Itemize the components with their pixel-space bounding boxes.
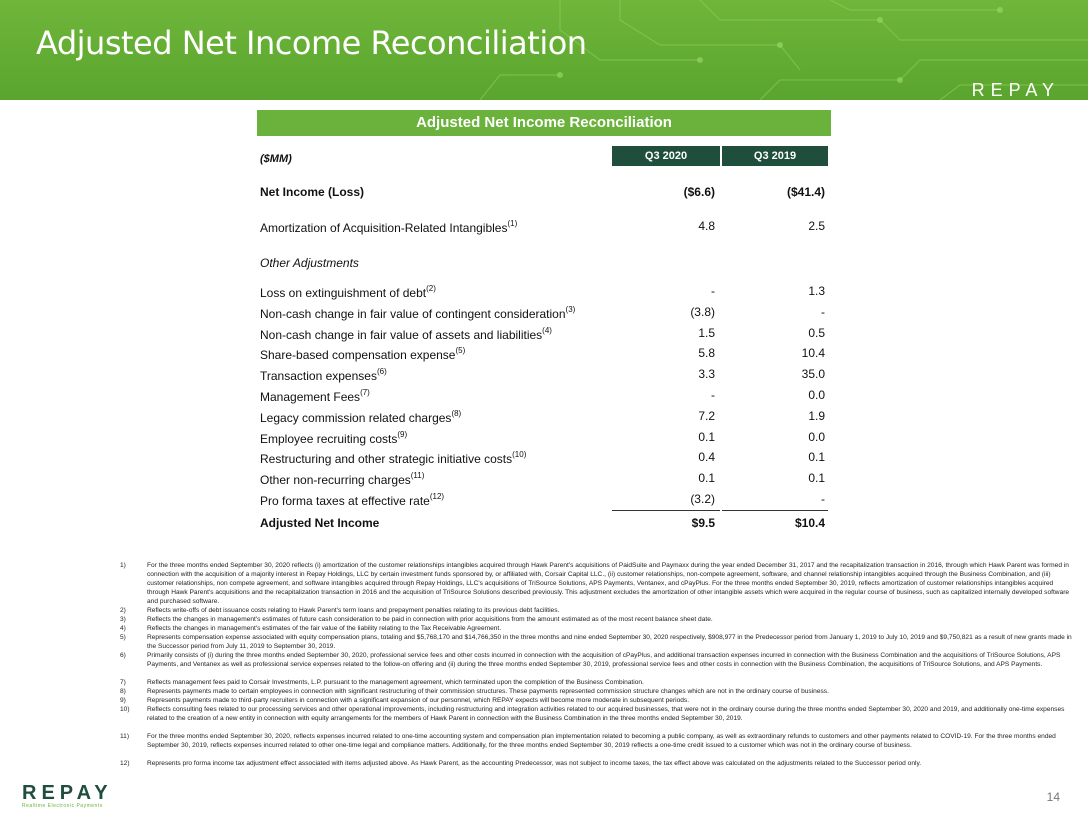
value-q3-2020: - [711, 284, 715, 298]
footnote-number: 8) [120, 688, 126, 695]
footnote-number: 12) [120, 760, 130, 767]
page-number: 14 [1046, 790, 1060, 804]
row-label-text: Amortization of Acquisition-Related Intangibles [260, 221, 508, 235]
footnote-number: 9) [120, 697, 126, 704]
adjustment-row [260, 492, 830, 508]
adjustment-row [260, 346, 830, 362]
value-q3-2020: 0.1 [698, 471, 715, 486]
repay-logo-top: REPAY [971, 80, 1060, 100]
row-label-text: Transaction expenses [260, 369, 377, 384]
row-label-text: Pro forma taxes at effective rate [260, 494, 430, 508]
footnote-number: 1) [120, 562, 126, 569]
row-label-text: Management Fees [260, 390, 361, 404]
footnote-ref: (6) [376, 367, 387, 377]
subtotal-line-q3-2020 [612, 510, 720, 511]
footnote-ref: (11) [410, 471, 425, 481]
adjustment-row [260, 471, 830, 487]
row-label: Other Adjustments [260, 256, 359, 270]
value-q3-2019: - [821, 304, 825, 319]
row-label-text: Restructuring and other strategic initiative costs [260, 452, 513, 467]
adjustment-row [260, 409, 830, 425]
value-q3-2019: 0.5 [808, 325, 825, 340]
footnote-ref: (9) [397, 429, 408, 439]
value-q3-2020: 0.4 [698, 450, 715, 465]
footnote-ref: (3) [565, 304, 576, 314]
row-label [260, 219, 517, 235]
footnote-number: 11) [120, 733, 130, 740]
footnote-ref: (8) [451, 408, 462, 418]
row-label [260, 326, 552, 342]
footnote-number: 6) [120, 652, 126, 659]
row-label-text: Other non-recurring charges [260, 473, 411, 488]
value-q3-2020: (3.2) [690, 492, 715, 506]
repay-tagline: Realtime Electronic Payments [22, 803, 103, 809]
row-label [260, 471, 424, 487]
footnote-text: Primarily consists of (i) during the three months ended September 30, 2020, professional service fees and other costs incurred in connection with the acquisition of cPayPlus, and additional transaction expenses incurred in connection with the Business Combination and the acquisitions of TriSource Solutions, APS Payments, and Ventanex as well as professional service expenses related to the follow-on offering and (ii) during the three months ended September 30, 2019, professional service fees and other costs in connection with the Business Combination, the acquisitions of TriSource Solutions, and APS Payments. [147, 652, 1061, 668]
value-q3-2020: 5.8 [698, 346, 715, 361]
row-label-text: Share-based compensation expense [260, 348, 456, 363]
row-label-text: Non-cash change in fair value of contingent consideration [260, 306, 566, 321]
footnote-ref: (2) [426, 284, 436, 293]
value-q3-2019: 10.4 [801, 346, 825, 361]
value-q3-2019: 0.0 [808, 429, 825, 444]
footnote-text: Represents pro forma income tax adjustment effect associated with items adjusted above. As Hawk Parent, as the accounting Predecessor, was not subject to income taxes, the tax effect above was calculated on the adjustments related to the Successor period only. [147, 760, 922, 767]
footnote-number: 7) [120, 679, 126, 686]
value-q3-2019: 35.0 [801, 367, 825, 382]
footnote-text: Represents compensation expense associated with equity compensation plans, totaling and $5,768,170 and $14,766,350 in the three months and nine ended September 30, 2020 respectively, $908,977 in the Predecessor period from January 1, 2019 to July 10, 2019 and $9,750,821 as a result of new grants made in the Successor period from July 11, 2019 to September 30, 2019. [147, 634, 1072, 650]
row-label [260, 409, 461, 425]
footnote-text: Reflects write-offs of debt issuance costs relating to Hawk Parent's term loans and prepayment penalties relating to its previous debt facilities. [147, 607, 560, 614]
header-banner [0, 0, 1088, 100]
footnote-text: Represents payments made to third-party recruiters in connection with a significant expansion of our personnel, which REPAY expects will become more moderate in subsequent periods. [147, 697, 690, 704]
footnote-text: Reflects consulting fees related to our processing services and other operational improvements, including restructuring and integration activities related to our acquired businesses, that were not in the ordinary course during the three months ended September 30, 2020 and 2019, and additionally one-time expenses related to the creation of a new entity in connection with equity arrangements for the members of Hawk Parent in connection with the Business Combination in the three months ended September 30, 2019. [147, 706, 1065, 722]
footnote-text: Reflects the changes in management's estimates of future cash consideration to be paid in connection with prior acquisitions from the amount estimated as of the most recent balance sheet date. [147, 616, 713, 623]
other-adjustments-heading [260, 256, 830, 272]
column-header-q3-2019: Q3 2019 [722, 146, 828, 166]
row-label-text: Legacy commission related charges [260, 410, 452, 425]
row-label [260, 388, 370, 404]
row-label-text: Employee recruiting costs [260, 431, 398, 446]
footnote-ref: (1) [507, 219, 518, 228]
adjustment-row [260, 430, 830, 446]
footnote-number: 10) [120, 706, 130, 713]
footnote-number: 3) [120, 616, 126, 623]
value-q3-2019: 1.3 [808, 284, 825, 298]
value-q3-2020: - [711, 388, 715, 402]
footnote-text: Reflects the changes in management's estimates of the fair value of the liability relating to the Tax Receivable Agreement. [147, 625, 502, 632]
value-q3-2019: $10.4 [794, 516, 825, 530]
value-q3-2020: (3.8) [690, 304, 715, 319]
footnote-number: 2) [120, 607, 126, 614]
footnote-text: Reflects management fees paid to Corsair Investments, L.P. pursuant to the management agreement, which terminated upon the completion of the Business Combination. [147, 679, 644, 686]
value-q3-2020: ($6.6) [683, 185, 715, 199]
value-q3-2020: 7.2 [698, 408, 715, 423]
value-q3-2019: 0.1 [808, 471, 825, 486]
adjusted-net-income-row [260, 516, 830, 532]
footnote-ref: (5) [455, 346, 466, 356]
footnote-number: 4) [120, 625, 126, 632]
adjustment-row [260, 450, 830, 466]
adjustment-row [260, 326, 830, 342]
footnote-ref: (4) [542, 325, 552, 335]
row-label: Adjusted Net Income [260, 516, 380, 530]
value-q3-2020: 3.3 [698, 367, 715, 382]
row-label [260, 367, 387, 383]
value-q3-2019: 2.5 [808, 219, 825, 233]
net-income-row [260, 185, 830, 201]
row-label [260, 305, 575, 321]
row-label [260, 450, 526, 466]
row-label-text: Non-cash change in fair value of assets and liabilities [260, 327, 543, 342]
row-label [260, 430, 407, 446]
footnote-text: Represents payments made to certain employees in connection with significant restructuring of their commission structures. These payments represented commission structure changes which are not in the ordinary course of business. [147, 688, 829, 695]
row-label: Net Income (Loss) [260, 185, 365, 199]
value-q3-2020: 1.5 [698, 325, 715, 340]
adjustment-row [260, 284, 830, 300]
footnote-text: For the three months ended September 30, 2020 reflects (i) amortization of the customer relationships intangibles acquired through Hawk Parent's acquisitions of PaidSuite and Paymaxx during the year ended December 31, 2017 and the recapitalization transaction in 2016, through which Hawk Parent was formed in connection with the acquisition of a majority interest in Repay Holdings, LLC by certain investment funds sponsored by, or affiliated with, Corsair Capital LLC., (ii) customer relationships, non-compete agreement, software, and channel relationship intangibles acquired through the Business Combination, and (iii) customer relationships, non compete agreement, and software intangibles acquired through Repay Holdings, LLC's acquisitions of TriSource Solutions, APS Payments, Ventanex, and cPayPlus. For the three months ended September 30, 2019, reflects amortization of customer relationships intangibles acquired through Hawk Parent's acquisitions and the recapitalization transaction in 2016 and the acquisition of TriSource Solutions described previously. This adjustment excludes the amortization of other intangible assets which were acquired in the regular course of business, such as capitalized internally developed software and purchased software. [147, 562, 1070, 605]
footnote-ref: (10) [512, 450, 527, 460]
value-q3-2020: 4.8 [698, 219, 715, 233]
table-title: Adjusted Net Income Reconciliation [257, 110, 831, 136]
value-q3-2019: 1.9 [808, 408, 825, 423]
adjustment-row [260, 388, 830, 404]
page-title: Adjusted Net Income Reconciliation [36, 24, 587, 62]
row-label [260, 346, 465, 362]
row-label-text: Loss on extinguishment of debt [260, 286, 427, 300]
adjustment-row [260, 367, 830, 383]
footnote-text: For the three months ended September 30, 2020, reflects expenses incurred related to one-time accounting system and compensation plan implementation related to becoming a public company, as well as extraordinary refunds to customers and other payments related to COVID-19. For the three months ended September 30, 2019, reflects expenses incurred related to other one-time legal and compliance matters. Additionally, for the three months ended September 30, 2019 reflects a one-time credit issued to a customer which was not in the ordinary course of business. [147, 733, 1056, 749]
column-header-q3-2020: Q3 2020 [612, 146, 720, 166]
value-q3-2019: ($41.4) [786, 185, 825, 199]
value-q3-2019: 0.0 [808, 388, 825, 402]
footnote-ref: (12) [429, 492, 445, 501]
value-q3-2019: - [821, 492, 825, 506]
value-q3-2020: $9.5 [691, 516, 715, 530]
subtotal-line-q3-2019 [722, 510, 828, 511]
value-q3-2019: 0.1 [808, 450, 825, 465]
adjustment-row [260, 305, 830, 321]
value-q3-2020: 0.1 [698, 429, 715, 444]
row-label [260, 284, 436, 300]
repay-logo-bottom: REPAY [22, 782, 113, 804]
footnote-number: 5) [120, 634, 126, 641]
amortization-row [260, 219, 830, 235]
row-label [260, 492, 444, 508]
footnote-ref: (7) [360, 388, 370, 397]
units-label: ($MM) [260, 153, 292, 165]
